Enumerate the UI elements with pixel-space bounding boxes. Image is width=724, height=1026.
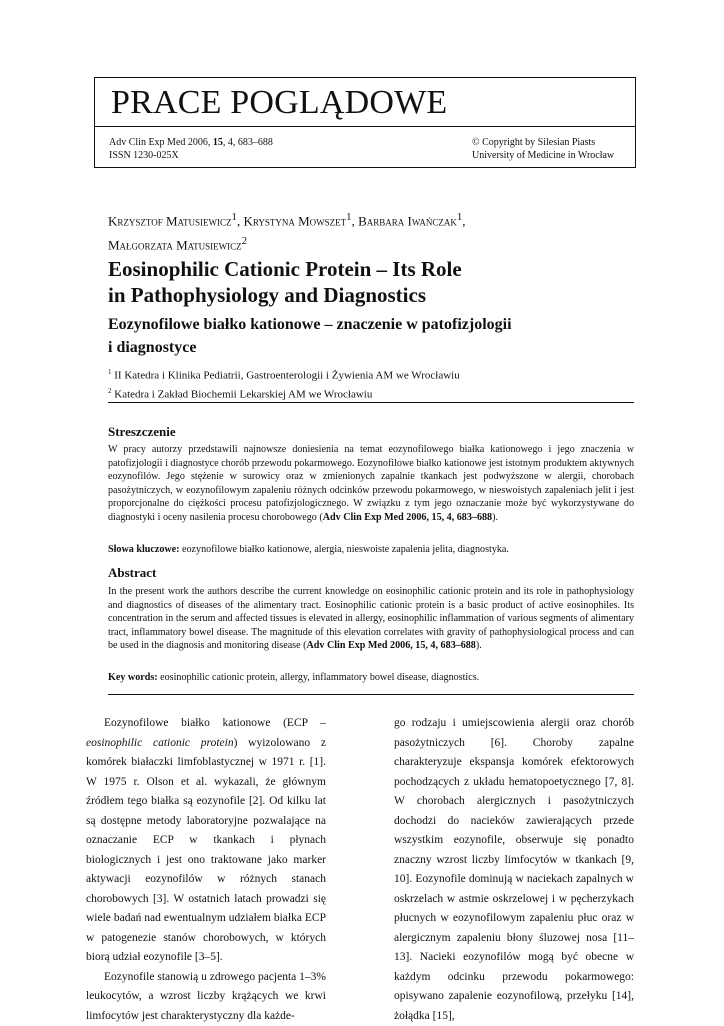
journal-meta-box — [94, 126, 636, 168]
divider-top — [108, 402, 634, 403]
author-3: Barbara Iwańczak — [358, 213, 457, 228]
paragraph-3: go rodzaju i umiejscowienia alergii oraz chorób pasożytniczych [6]. Choroby zapalne charakteryzuje ekspansja komórek efektorowych pochodzących z układu hematopoetycznego [7, 8]. W chorobach alergicznych i pasożytniczych dochodzi do nacieków zawierających przede wszystkim eozynofile, obserwuje się ponadto znaczny wzrost liczby limfocytów w tkankach [9, 10]. Eozynofile dominują w naciekach zapalnych w oskrzelach w astmie oskrzelowej i w pęcherzykach płucnych w eozynofilowym zapaleniu płuc oraz w alergicznym zapaleniu błony śluzowej nosa [11–13]. Nacieki eozynofilów mogą być obecne w każdym odcinku przewodu pokarmowego: opisywano zapalenie eozynofilową, przełyku [14], żołądka [15], — [394, 714, 634, 1026]
section-banner — [94, 77, 636, 127]
copyright-line-1: © Copyright by Silesian Piasts — [472, 136, 614, 149]
article-title-polish: Eozynofilowe białko kationowe – znaczenie w patofizjologii i diagnostyce — [108, 313, 628, 359]
copyright-line-2: University of Medicine in Wrocław — [472, 149, 614, 162]
english-keywords: Key words: eosinophilic cationic protein, allergy, inflammatory bowel disease, diagnostics. — [108, 671, 634, 685]
body-column-right — [394, 714, 634, 1026]
polish-keywords: Słowa kluczowe: eozynofilowe białko kationowe, alergia, nieswoiste zapalenia jelita, diagnostyka. — [108, 543, 634, 557]
section-title: PRACE POGLĄDOWE — [111, 84, 447, 122]
citation-line: Adv Clin Exp Med 2006, 15, 4, 683–688 — [109, 136, 273, 149]
copyright-block — [472, 136, 614, 162]
affiliation-1: $^1$ II Katedra i Klinika Pediatrii, Gastroenterologii i Żywienia AM we Wrocławiu — [108, 365, 628, 384]
author-2: Krystyna Mowszet — [243, 213, 346, 228]
abstract-heading: Abstract — [108, 565, 156, 581]
streszczenie-body: W pracy autorzy przedstawili najnowsze doniesienia na temat eozynofilowego białka kationowego i jego znaczenia w patofizjologii i diagnostyce chorób przewodu pokarmowego. Eozynofilowe białko kationowe jest istotnym produktem aktywnych eozynofilów. Jego stężenie w surowicy oraz w zmienionych zapalnie tkankach jest podwyższone w alergii, chorobach pasożytniczych, w eozynofilowym zapaleniu różnych odcinków przewodu pokarmowego, w nieswoistych zapaleniach jelit i jest proporcjonalne do ciężkości procesu patofizjologicznego. W związku z tym jego oznaczanie może być wykorzystywane do diagnostyki i oceny nasilenia procesu chorobowego (Adv Clin Exp Med 2006, 15, 4, 683–688). — [108, 443, 634, 524]
divider-bottom — [108, 694, 634, 695]
issn: ISSN 1230-025X — [109, 149, 273, 162]
streszczenie-heading: Streszczenie — [108, 424, 176, 440]
article-title-english: Eosinophilic Cationic Protein – Its Role in Pathophysiology and Diagnostics — [108, 256, 628, 308]
abstract-body: In the present work the authors describe the current knowledge on eosinophilic cationic protein and its role in pathophysiology and diagnostics of diseases of the alimentary tract. Eosinophilic cationic protein is a basic product of active eosinophiles. Its concentration in the serum and affected tissues is elevated in allergy, eosinophilic inflammation of various segments of alimentary tract, inflammatory bowel disease. The magnitude of this elevation correlates with gravity of pathophysiological process and can be used in the diagnosis and monitoring disease (Adv Clin Exp Med 2006, 15, 4, 683–688). — [108, 585, 634, 653]
author-1: Krzysztof Matusiewicz — [108, 213, 232, 228]
affiliation-2: $^2$ Katedra i Zakład Biochemii Lekarskiej AM we Wrocławiu — [108, 384, 628, 403]
paragraph-2: Eozynofile stanowią u zdrowego pacjenta 1–3% leukocytów, a wzrost liczby krążących we krwi limfocytów jest charakterystyczny dla każde- — [86, 968, 326, 1026]
author-4: Małgorzata Matusiewicz — [108, 238, 242, 253]
paragraph-1: Eozynofilowe białko kationowe (ECP – eosinophilic cationic protein) wyizolowano z komórek białaczki limfoblastycznej w 1971 r. [1]. W 1975 r. Olson et al. wykazali, że głównym źródłem tego białka są eozynofile [2]. Od kilku lat są dostępne metody laboratoryjne pozwalające na oznaczanie ECP w tkankach i płynach biologicznych i jest ono traktowane jako marker aktywacji eozynofilów w różnych stanach chorobowych [3]. W ostatnich latach prowadzi się wiele badań nad ewentualnym udziałem białka ECP w patogenezie stanów chorobowych, w których biorą udział eozynofile [3–5]. — [86, 714, 326, 968]
body-column-left — [86, 714, 326, 1026]
citation-block — [109, 136, 273, 162]
affiliations — [108, 365, 628, 402]
author-list: Krzysztof Matusiewicz$^1$, Krystyna Mowszet$^1$, Barbara Iwańczak$^1$, Małgorzata Matusiewicz$^2$ — [108, 207, 628, 256]
